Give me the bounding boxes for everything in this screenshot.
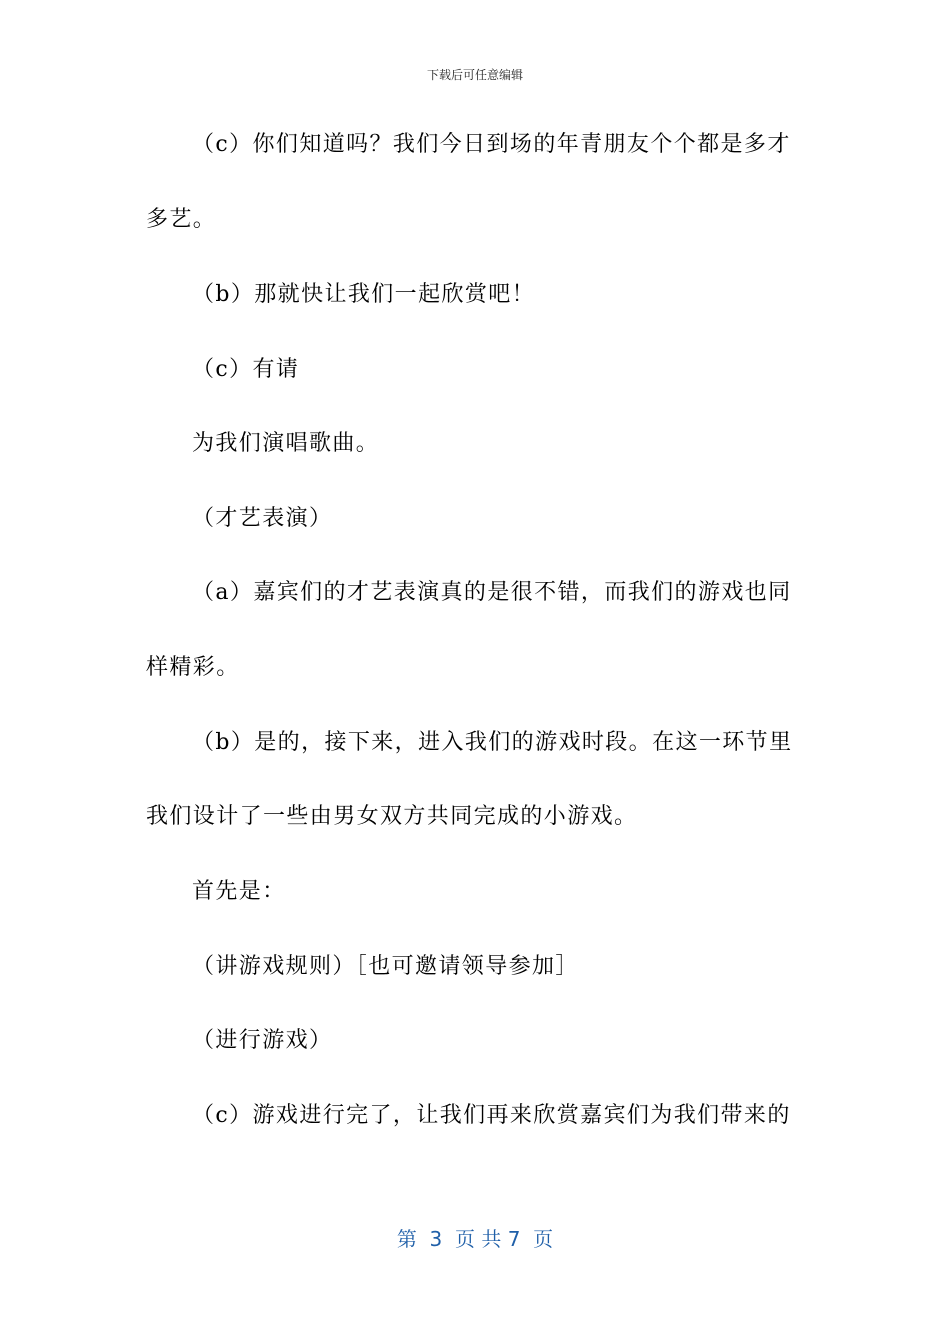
page-header: 下载后可任意编辑	[426, 68, 523, 82]
body-line-14: （c）游戏进行完了，让我们再来欣赏嘉宾们为我们带来的	[192, 1103, 791, 1128]
page-number-footer: 第 3 页 共 7 页	[396, 1227, 554, 1251]
body-line-9: （b）是的，接下来，进入我们的游戏时段。在这一环节里	[192, 730, 793, 755]
body-line-8: 样精彩。	[146, 655, 240, 680]
body-line-5: 为我们演唱歌曲。	[192, 431, 380, 456]
body-line-10: 我们设计了一些由男女双方共同完成的小游戏。	[146, 804, 638, 829]
body-line-7: （a）嘉宾们的才艺表演真的是很不错，而我们的游戏也同	[192, 580, 792, 605]
body-line-4: （c）有请	[192, 357, 300, 382]
body-line-6: （才艺表演）	[192, 506, 333, 531]
body-line-3: （b）那就快让我们一起欣赏吧！	[192, 282, 536, 307]
body-line-11: 首先是：	[192, 879, 286, 904]
body-line-12: （讲游戏规则）［也可邀请领导参加］	[192, 954, 579, 979]
body-line-1: （c）你们知道吗？我们今日到场的年青朋友个个都是多才	[192, 132, 791, 157]
body-line-2: 多艺。	[146, 207, 217, 232]
body-line-13: （进行游戏）	[192, 1028, 333, 1053]
